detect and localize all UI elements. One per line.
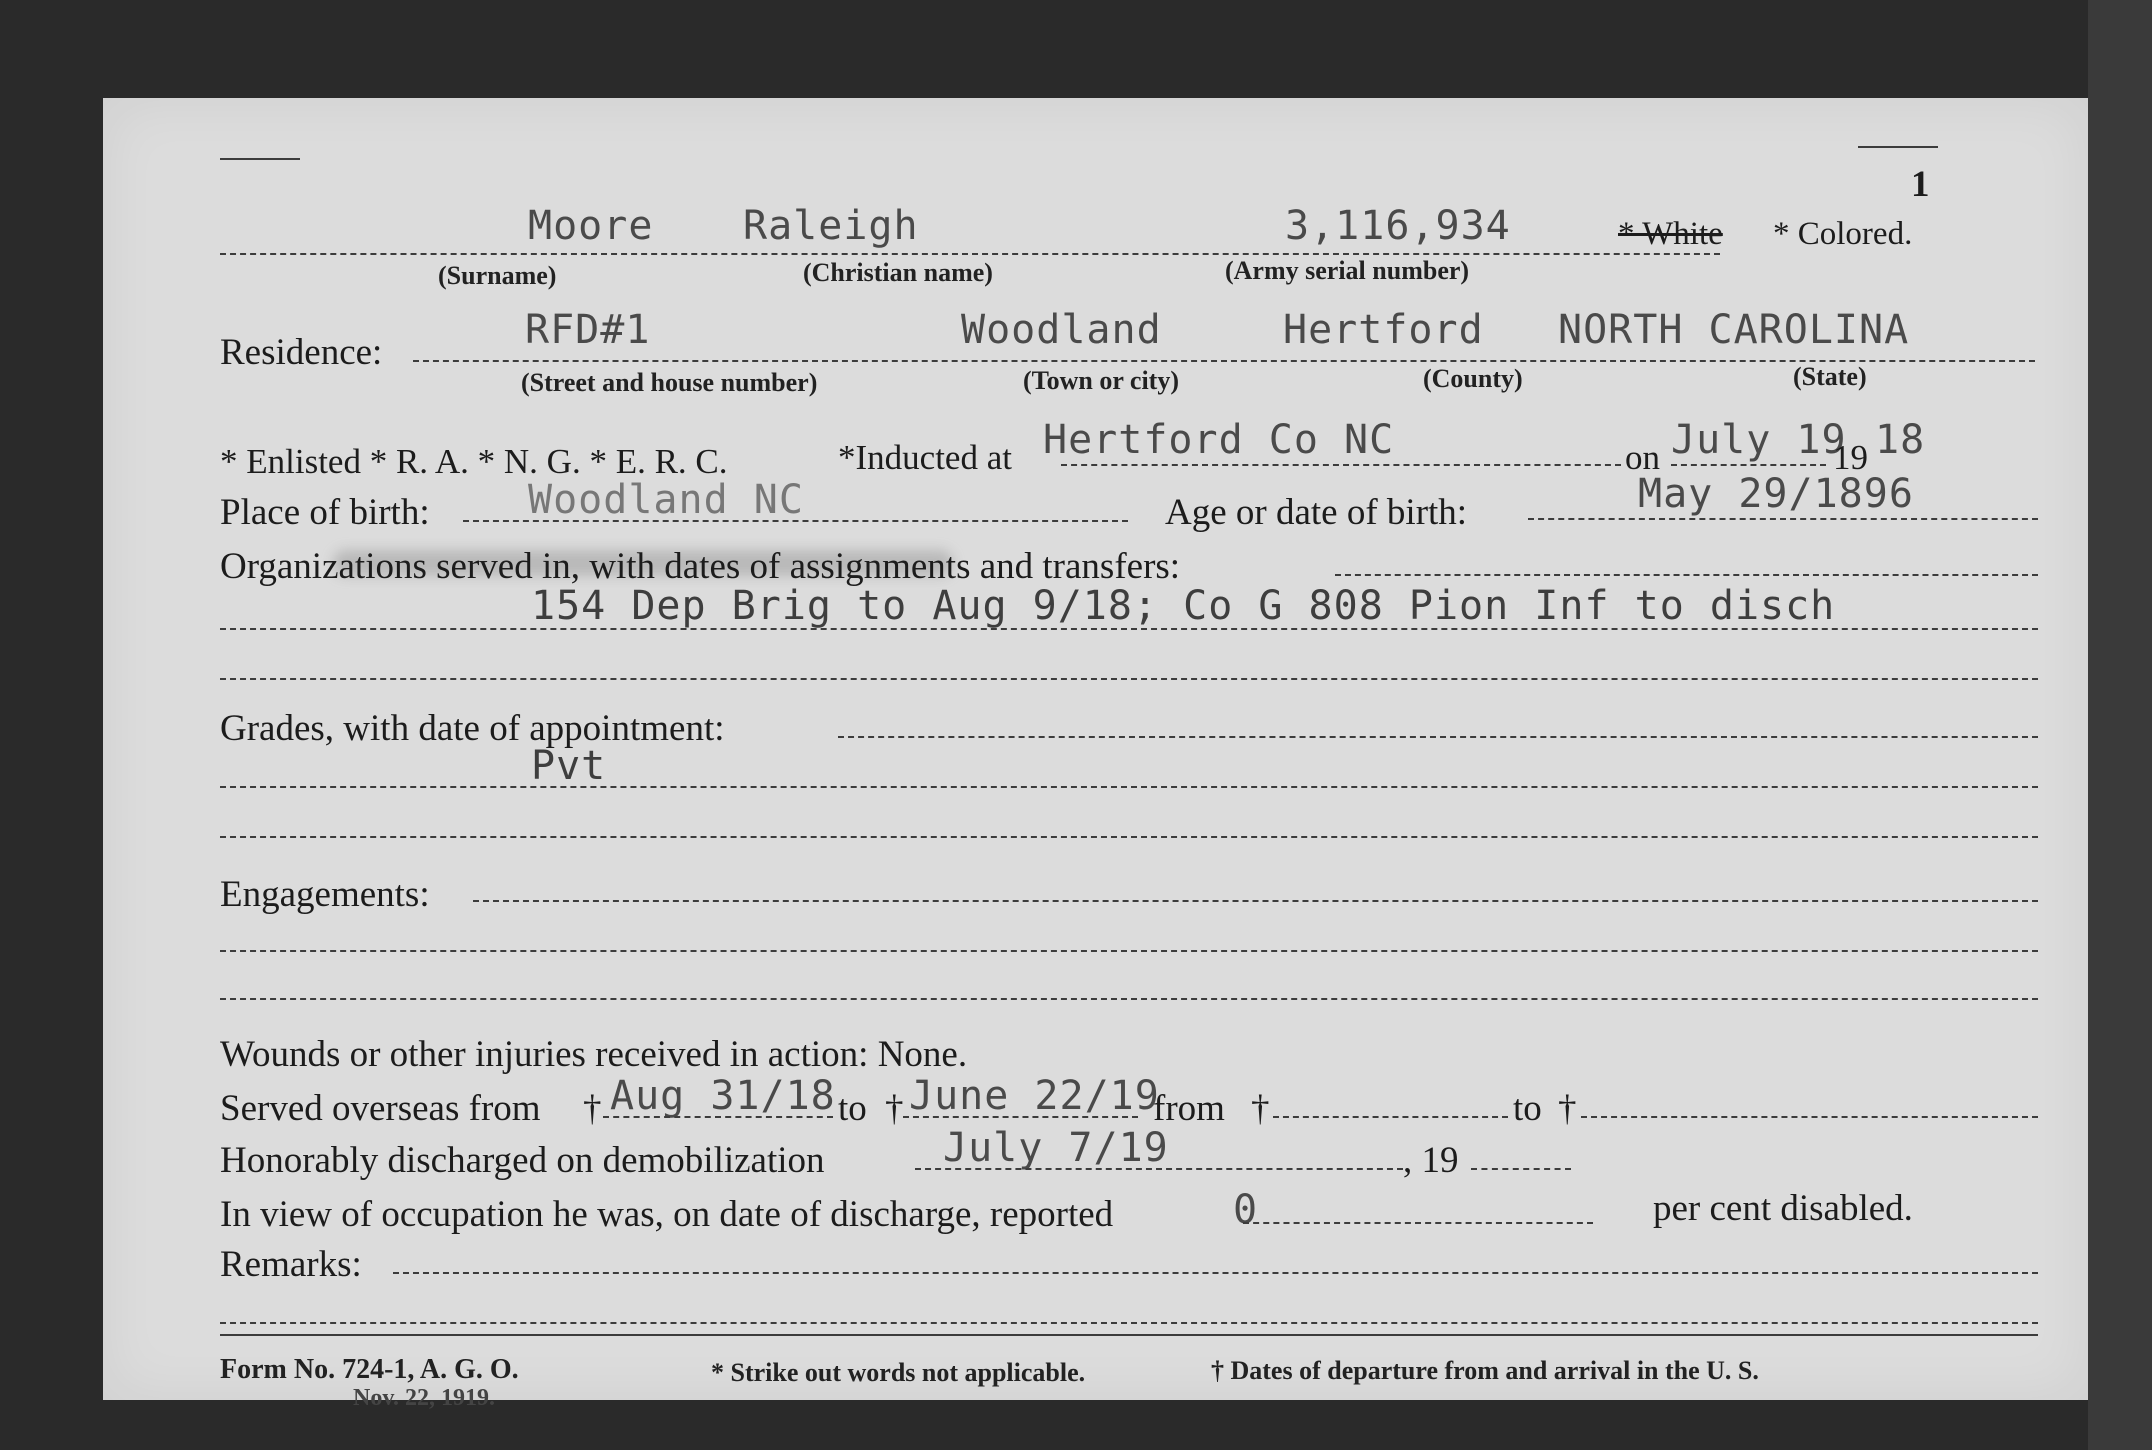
overseas-dagger-1: † — [583, 1088, 602, 1129]
residence-town: Woodland — [961, 307, 1162, 353]
discharge-year: , 19 — [1403, 1140, 1459, 1181]
place-of-birth-line — [463, 520, 1128, 522]
place-of-birth-label: Place of birth: — [220, 492, 430, 533]
from-dagger: † — [1251, 1088, 1270, 1129]
race-colored: * Colored. — [1773, 216, 1913, 252]
disability-label: In view of occupation he was, on date of discharge, reported — [220, 1194, 1114, 1235]
from-label: from — [1153, 1088, 1225, 1129]
overseas-from-line — [603, 1116, 833, 1118]
wounds-label: Wounds or other injuries received in action: None. — [220, 1034, 968, 1075]
form-number: Form No. 724-1, A. G. O. — [220, 1354, 519, 1385]
residence-county: Hertford — [1283, 307, 1484, 353]
overseas-label: Served overseas from — [220, 1088, 541, 1129]
overseas-to-label: to — [838, 1088, 867, 1129]
caption-county: (County) — [1423, 364, 1523, 393]
enlisted-options: * Enlisted * R. A. * N. G. * E. R. C. — [220, 442, 728, 481]
grades-line-1 — [838, 736, 2038, 738]
christian-name-value: Raleigh — [743, 203, 919, 249]
disability-line — [1243, 1222, 1593, 1224]
footnote-strike: * Strike out words not applicable. — [711, 1358, 1086, 1387]
disability-value: 0 — [1233, 1187, 1259, 1233]
to-label: to — [1513, 1088, 1542, 1129]
corner-mark-left — [220, 158, 300, 160]
remarks-label: Remarks: — [220, 1244, 362, 1285]
discharge-date-line — [915, 1168, 1403, 1170]
organizations-line-1 — [1335, 574, 2038, 576]
organizations-value: 154 Dep Brig to Aug 9/18; Co G 808 Pion Inf to disch — [531, 583, 1836, 629]
bottom-rule — [220, 1334, 2038, 1336]
inducted-date-line — [1671, 464, 1826, 466]
to-dagger: † — [1558, 1088, 1577, 1129]
caption-serial: (Army serial number) — [1225, 256, 1470, 285]
age-label: Age or date of birth: — [1165, 492, 1468, 533]
corner-mark-right — [1858, 146, 1938, 148]
card-number: 1 — [1911, 164, 1930, 205]
name-line — [220, 253, 1720, 255]
overseas-to-value: June 22/19 — [909, 1073, 1160, 1119]
remarks-line-2 — [220, 1322, 2038, 1324]
engagements-label: Engagements: — [220, 874, 430, 915]
discharged-label: Honorably discharged on demobilization — [220, 1140, 825, 1181]
serial-number-value: 3,116,934 — [1285, 203, 1511, 249]
overseas-from-value: Aug 31/18 — [610, 1073, 836, 1119]
race-white: * White — [1618, 216, 1723, 252]
form-date: Nov. 22, 1919. — [353, 1385, 496, 1411]
footnote-dates: † Dates of departure from and arrival in the U. S. — [1211, 1356, 1759, 1385]
caption-christian-name: (Christian name) — [803, 258, 993, 287]
background-edge — [2088, 0, 2152, 1450]
to-line — [1581, 1116, 2038, 1118]
overseas-dagger-2: † — [885, 1088, 904, 1129]
grades-line-2 — [220, 786, 2038, 788]
discharge-year-line — [1471, 1168, 1571, 1170]
residence-street: RFD#1 — [525, 307, 651, 353]
surname-value: Moore — [528, 203, 654, 249]
discharge-date-value: July 7/19 — [943, 1125, 1169, 1171]
year-suffix: 18 — [1875, 417, 1926, 463]
engagements-line-3 — [220, 998, 2038, 1000]
overseas-to-line — [903, 1116, 1138, 1118]
place-of-birth-value: Woodland NC — [528, 477, 804, 523]
date-of-birth-value: May 29/1896 — [1638, 471, 1914, 517]
inducted-date: July 19 — [1671, 417, 1847, 463]
caption-street: (Street and house number) — [521, 368, 818, 397]
organizations-line-3 — [220, 678, 2038, 680]
inducted-label: *Inducted at — [838, 438, 1012, 477]
organizations-label: Organizations served in, with dates of assignments and transfers: — [220, 546, 1181, 587]
engagements-line-1 — [473, 900, 2038, 902]
organizations-line-2 — [220, 628, 2038, 630]
caption-state: (State) — [1793, 362, 1867, 391]
on-label: on — [1625, 438, 1660, 477]
caption-surname: (Surname) — [438, 261, 557, 290]
disability-suffix: per cent disabled. — [1653, 1188, 1913, 1229]
grades-line-3 — [220, 836, 2038, 838]
from-line — [1273, 1116, 1508, 1118]
inducted-at-line — [1061, 464, 1621, 466]
caption-town: (Town or city) — [1023, 366, 1179, 395]
inducted-at-value: Hertford Co NC — [1043, 417, 1395, 463]
service-record-card — [103, 98, 2088, 1411]
residence-label: Residence: — [220, 332, 383, 373]
grade-value: Pvt — [531, 743, 607, 789]
year-prefix: 19 — [1833, 438, 1868, 477]
date-of-birth-line — [1528, 518, 2038, 520]
remarks-line-1 — [393, 1272, 2038, 1274]
residence-line — [413, 360, 2035, 362]
engagements-line-2 — [220, 950, 2038, 952]
residence-state: NORTH CAROLINA — [1558, 307, 1910, 353]
grades-label: Grades, with date of appointment: — [220, 708, 725, 749]
